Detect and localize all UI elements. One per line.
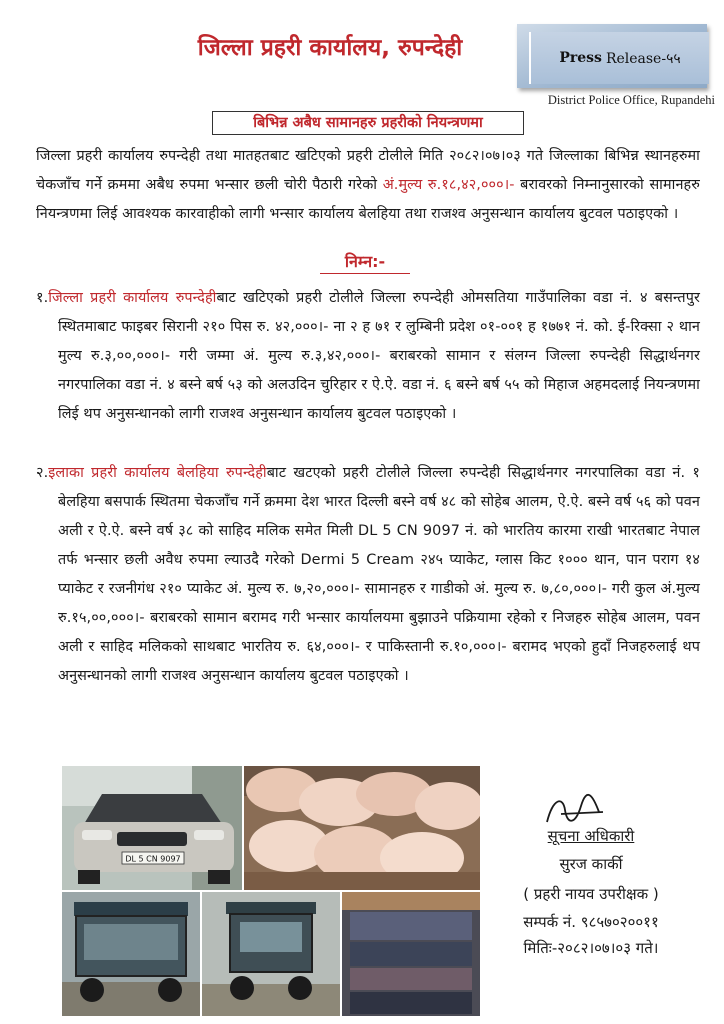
item-office: इलाका प्रहरी कार्यालय बेलहिया रुपन्देही (48, 465, 267, 481)
goods-photo (342, 892, 480, 1016)
e-rickshaw-photo (202, 892, 340, 1016)
item-text: बाट खटएको प्रहरी टोलीले जिल्ला रुपन्देही सिद्धार्थनगर नगरपालिका वडा नं. १ बेलहिया बसपार्क स्थितमा चेकजाँच गर्ने क्रममा देश भारत दिल्ली बस्ने वर्ष ४८ को सोहेब आलम, ऐ.ऐ. बस्ने वर्ष ५६ को पवन अली र ऐ.ऐ. बस्ने वर्ष ३८ को साहिद मलिक समेत मिली DL 5 CN 9097 नं. को भारतिय कारमा राखी भारतबाट नेपाल तर्फ भन्सार छली अवैध रुपमा ल्याउदै गरेको Dermi 5 Cream २४५ प्याकेट, ग्लास किट १००० थान, पान पराग १४ प्याकेट र रजनीगंध २१० प्याकेट अं. मुल्य रु. ७,२०,०००।- सामानहरु र गाडीको अं. मुल्य रु. ७,८०,०००।- गरी कुल अं.मुल्य रु.१५,००,०००।- बराबरको सामान बरामद गरी भन्सार कार्यालयमा बुझाउने पक्रियामा रहेको र निजहरु सोहेब आलम, पवन अली र साहिद मलिकको साथबाट भारतिय रु. ६४,०००।- र पाकिस्तानी रु.१०,०००।- बरामद भएको हुदाँ निजहरुलाई थप अनुसन्धानको लागी राजश्व अनुसन्धान कार्यालय बुटवल पठाइएको । (58, 465, 700, 684)
officer-rank: ( प्रहरी नायव उपरीक्षक ) (523, 885, 659, 903)
press-release-badge (517, 24, 707, 88)
office-title: जिल्ला प्रहरी कार्यालय, रुपन्देही (197, 35, 463, 61)
contact-number: सम्पर्क नं. ९८५७०२००११ (523, 913, 659, 931)
e-rickshaw-photo (62, 892, 200, 1016)
officer-name: सुरज कार्की (559, 855, 623, 873)
sacks-photo (244, 766, 480, 890)
press-label-number: Release-५५ (605, 50, 681, 67)
intro-text-2: बरावरको निम्नानुसारको सामानहरु नियन्त्रणमा लिई आवश्यक कारवाहीको लागी भन्सार कार्यालय बेलहिया तथा राजश्व अनुसन्धान कार्यालय बुटवल पठाइएको । (36, 177, 700, 222)
press-release-label (529, 32, 709, 84)
intro-text-1: जिल्ला प्रहरी कार्यालय रुपन्देही तथा मातहतबाट खटिएको प्रहरी टोलीले मिति २०८२।०७।०३ गते जिल्लाका बिभिन्न स्थानहरुमा चेकजाँच गर्ने क्रममा अबैध रुपमा भन्सार छली चोरी पैठारी गरेको (36, 148, 700, 193)
car-photo (62, 766, 242, 890)
press-label-bold: Press (559, 50, 602, 66)
evidence-photos (62, 766, 480, 1016)
list-item (36, 284, 700, 429)
item-number: २. (36, 465, 49, 481)
subject-heading: बिभिन्न अबैध सामानहरु प्रहरीको नियन्त्रणमा (212, 111, 524, 135)
release-date: मितिः-२०८२।०७।०३ गते। (523, 939, 659, 957)
signature-block (486, 792, 696, 1022)
item-text: बाट खटिएको प्रहरी टोलीले जिल्ला रुपन्देही ओमसतिया गाउँपालिका वडा नं. ४ बसन्तपुर स्थितमाबाट फाइबर सिरानी २१० पिस रु. ४२,०००।- ना २ ह ७१ र लुम्बिनी प्रदेश ०१-००१ ह १७७१ नं. को. ई-रिक्सा २ थान मुल्य रु.३,००,०००।- गरी जम्मा अं. मुल्य रु.३,४२,०००।- बराबरको सामान र संलग्न जिल्ला रुपन्देही सिद्धार्थनगर नगरपालिका वडा नं. ४ बस्ने बर्ष ५३ को अलउदिन चुरिहार र ऐ.ऐ. वडा नं. ६ बस्ने बर्ष ५५ को मिहाज अहमदलाई नियन्त्रणमा लिई थप अनुसन्धानको लागी राजश्व अनुसन्धान कार्यालय बुटवल पठाइएको । (58, 290, 700, 422)
list-heading: निम्न:- (320, 251, 410, 274)
intro-amount: अं.मुल्य रु.१८,४२,०००।- (382, 177, 515, 193)
info-officer-title: सूचना अधिकारी (547, 827, 635, 845)
license-plate: DL 5 CN 9097 (125, 854, 181, 864)
item-office: जिल्ला प्रहरी कार्यालय रुपन्देही (48, 290, 217, 306)
office-name-english: District Police Office, Rupandehi (547, 93, 715, 107)
intro-paragraph (36, 142, 700, 229)
item-number: १. (36, 290, 49, 306)
list-item (36, 459, 700, 691)
